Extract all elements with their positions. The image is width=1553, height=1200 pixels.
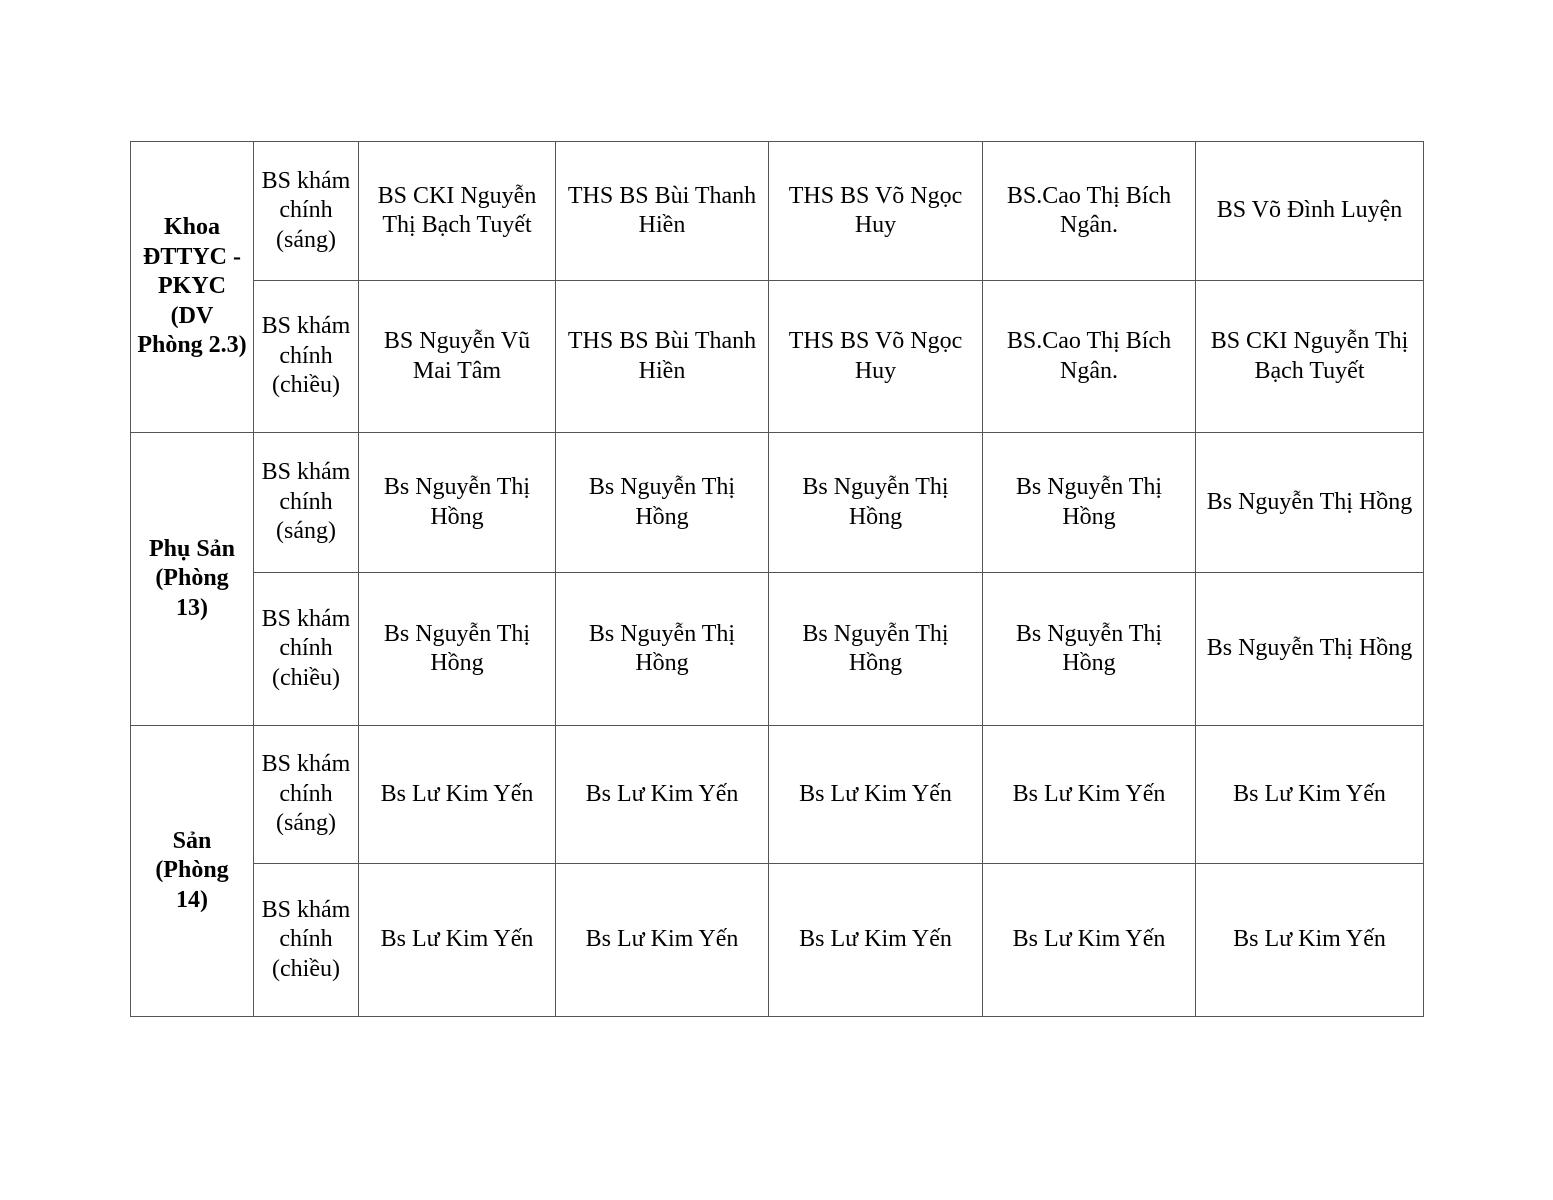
- doctor-cell: BS.Cao Thị Bích Ngân.: [983, 281, 1196, 433]
- doctor-cell: Bs Nguyễn Thị Hồng: [983, 433, 1196, 573]
- doctor-cell: BS Nguyễn Vũ Mai Tâm: [359, 281, 556, 433]
- doctor-cell: Bs Lư Kim Yến: [1196, 726, 1424, 864]
- table-row: [131, 281, 1424, 433]
- doctor-cell: Bs Lư Kim Yến: [1196, 864, 1424, 1017]
- table-row: [131, 142, 1424, 281]
- doctor-cell: BS.Cao Thị Bích Ngân.: [983, 142, 1196, 281]
- doctor-cell: Bs Nguyễn Thị Hồng: [769, 573, 983, 726]
- doctor-cell: THS BS Bùi Thanh Hiền: [556, 142, 769, 281]
- department-name: Khoa ĐTTYC - PKYC (DV Phòng 2.3): [131, 142, 254, 433]
- table-row: [131, 864, 1424, 1017]
- table-row: [131, 726, 1424, 864]
- shift-label: BS khám chính (sáng): [254, 433, 359, 573]
- doctor-cell: Bs Lư Kim Yến: [359, 864, 556, 1017]
- doctor-cell: BS CKI Nguyễn Thị Bạch Tuyết: [359, 142, 556, 281]
- doctor-cell: Bs Lư Kim Yến: [769, 726, 983, 864]
- doctor-cell: Bs Nguyễn Thị Hồng: [359, 573, 556, 726]
- doctor-cell: Bs Lư Kim Yến: [556, 864, 769, 1017]
- doctor-cell: Bs Lư Kim Yến: [769, 864, 983, 1017]
- department-name: Sản (Phòng 14): [131, 726, 254, 1017]
- doctor-cell: Bs Nguyễn Thị Hồng: [1196, 573, 1424, 726]
- doctor-cell: Bs Nguyễn Thị Hồng: [1196, 433, 1424, 573]
- doctor-schedule-table: [130, 141, 1424, 1017]
- doctor-cell: Bs Nguyễn Thị Hồng: [556, 573, 769, 726]
- doctor-cell: Bs Lư Kim Yến: [359, 726, 556, 864]
- doctor-cell: Bs Lư Kim Yến: [983, 726, 1196, 864]
- doctor-cell: THS BS Võ Ngọc Huy: [769, 142, 983, 281]
- doctor-cell: THS BS Bùi Thanh Hiền: [556, 281, 769, 433]
- shift-label: BS khám chính (sáng): [254, 142, 359, 281]
- doctor-cell: Bs Lư Kim Yến: [983, 864, 1196, 1017]
- table-row: [131, 433, 1424, 573]
- doctor-cell: Bs Nguyễn Thị Hồng: [769, 433, 983, 573]
- shift-label: BS khám chính (chiều): [254, 281, 359, 433]
- doctor-cell: BS CKI Nguyễn Thị Bạch Tuyết: [1196, 281, 1424, 433]
- doctor-cell: THS BS Võ Ngọc Huy: [769, 281, 983, 433]
- shift-label: BS khám chính (sáng): [254, 726, 359, 864]
- department-name: Phụ Sản (Phòng 13): [131, 433, 254, 726]
- doctor-cell: Bs Lư Kim Yến: [556, 726, 769, 864]
- doctor-cell: BS Võ Đình Luyện: [1196, 142, 1424, 281]
- shift-label: BS khám chính (chiều): [254, 573, 359, 726]
- doctor-cell: Bs Nguyễn Thị Hồng: [556, 433, 769, 573]
- shift-label: BS khám chính (chiều): [254, 864, 359, 1017]
- table-row: [131, 573, 1424, 726]
- doctor-cell: Bs Nguyễn Thị Hồng: [983, 573, 1196, 726]
- doctor-cell: Bs Nguyễn Thị Hồng: [359, 433, 556, 573]
